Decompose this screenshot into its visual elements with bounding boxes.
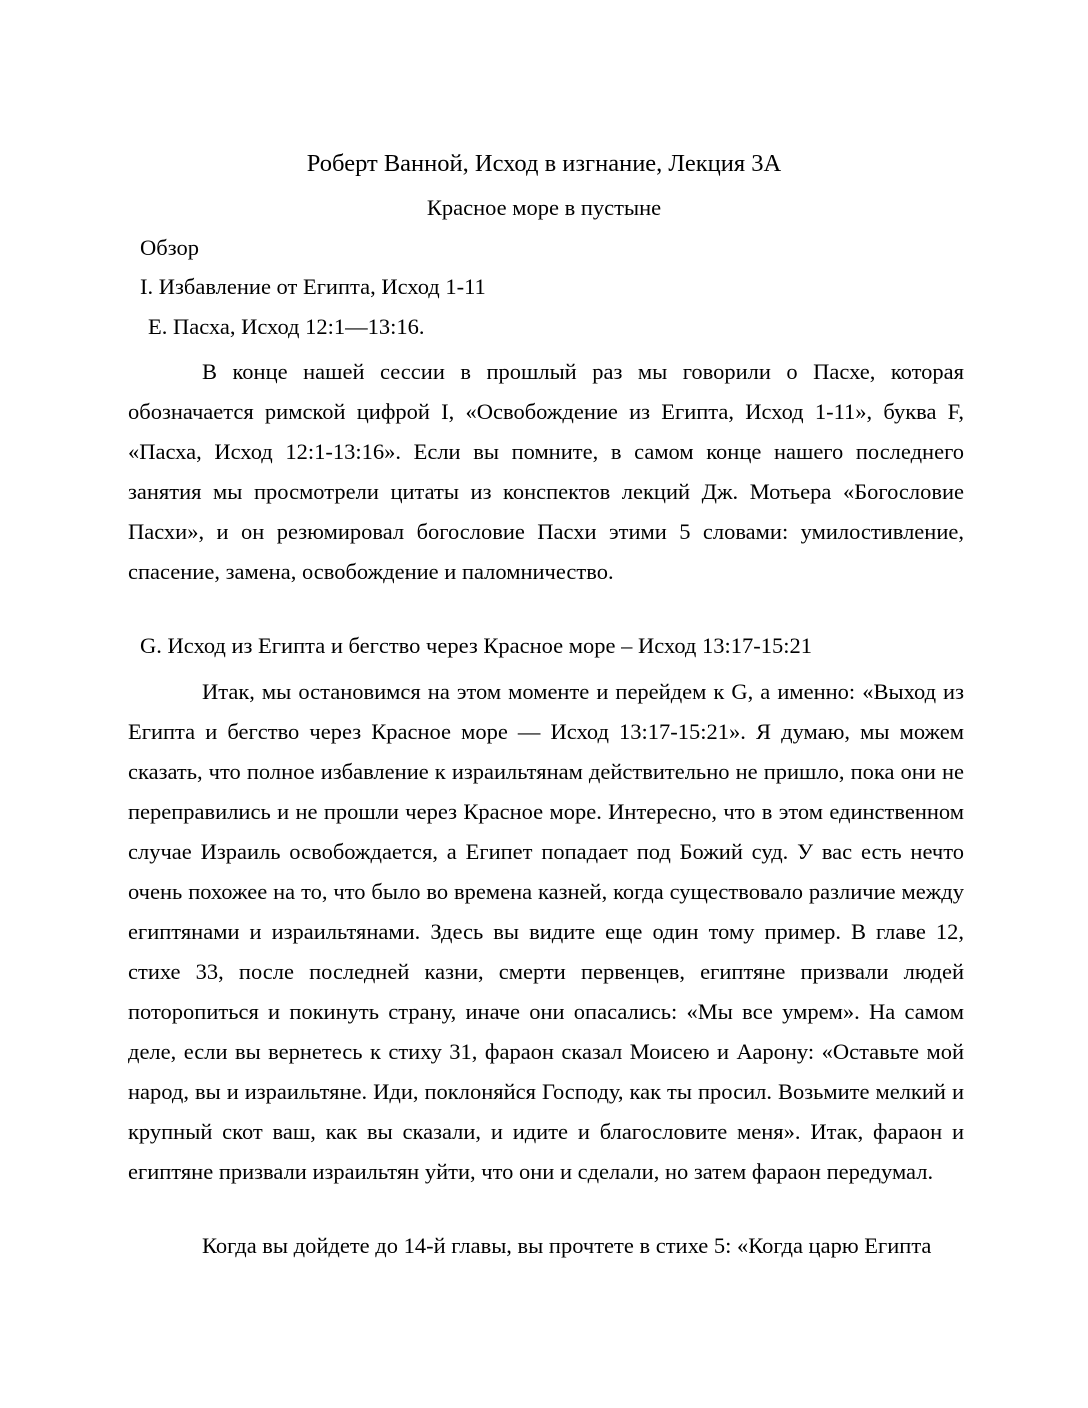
paragraph-1-text: В конце нашей сессии в прошлый раз мы говорили о Пасхе, которая обозначается римской цифрой I, «Освобождение из Египта, Исход 1-11», буква F, «Пасха, Исход 12:1-13:16». Если вы помните, в самом конце нашего последнего занятия мы просмотрели цитаты из конспектов лекций Дж. Мотьера «Богословие Пасхи», и он резюмировал богословие Пасхи этими 5 словами: умилостивление, спасение, замена, освобождение и паломничество. — [128, 359, 964, 584]
outline-section-g: G. Исход из Египта и бегство через Красное море – Исход 13:17-15:21 — [140, 633, 812, 658]
paragraph-3-text: Когда вы дойдете до 14-й главы, вы прочтете в стихе 5: «Когда царю Египта — [202, 1233, 932, 1258]
outline-overview: Обзор — [140, 235, 199, 260]
outline-section-e: E. Пасха, Исход 12:1—13:16. — [148, 314, 425, 339]
outline-section-i: I. Избавление от Египта, Исход 1-11 — [140, 274, 486, 299]
paragraph-3 — [128, 1226, 964, 1266]
paragraph-1 — [128, 352, 964, 592]
document-subtitle: Красное море в пустыне — [426, 195, 662, 220]
paragraph-2-text: Итак, мы остановимся на этом моменте и перейдем к G, а именно: «Выход из Египта и бегство через Красное море — Исход 13:17-15:21». Я думаю, мы можем сказать, что полное избавление к израильтянам действительно не пришло, пока они не переправились и не прошли через Красное море. Интересно, что в этом единственном случае Израиль освобождается, а Египет попадает под Божий суд. У вас есть нечто очень похожее на то, что было во времена казней, когда существовало различие между египтянами и израильтянами. Здесь вы видите еще один тому пример. В главе 12, стихе 33, после последней казни, смерти первенцев, египтяне призвали людей поторопиться и покинуть страну, иначе они опасались: «Мы все умрем». На самом деле, если вы вернетесь к стиху 31, фараон сказал Моисею и Аарону: «Оставьте мой народ, вы и израильтяне. Иди, поклоняйся Господу, как ты просил. Возьмите мелкий и крупный скот ваш, как вы сказали, и идите и благословите меня». Итак, фараон и египтяне призвали израильтян уйти, что они и сделали, но затем фараон передумал. — [128, 679, 964, 1184]
paragraph-2 — [128, 672, 964, 1192]
document-title: Роберт Ванной, Исход в изгнание, Лекция 3А — [306, 150, 782, 177]
